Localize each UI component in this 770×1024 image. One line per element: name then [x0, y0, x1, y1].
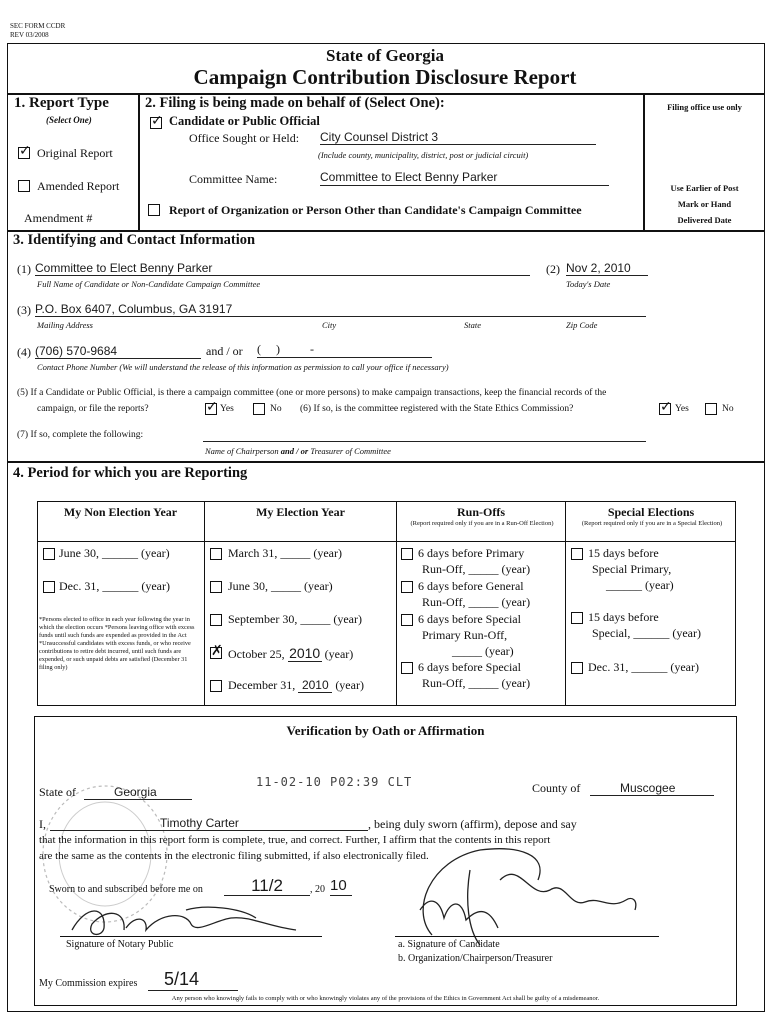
october-prefix: October 25,: [228, 647, 285, 661]
election-october-label: [228, 645, 353, 662]
october-suffix: (year): [324, 647, 354, 661]
office-use-divider: [643, 93, 645, 230]
and-or-label: and / or: [206, 344, 243, 358]
non-election-note: *Persons elected to office in each year following the year in which the election occurs *Persons leaving office with excess funds until such funds are expended as provided in the Act *Unsuccessful candidates with excess funds, or who receive contributions to retire debt incurred, until such funds are expended, or such unpaid debts are satisfied (December 31 filing only): [39, 616, 195, 671]
header-title: Campaign Contribution Disclosure Report: [193, 65, 577, 89]
runoff-primary-label: 6 days before Primary: [418, 546, 525, 560]
election-september-checkbox[interactable]: [210, 614, 222, 626]
report-date-input[interactable]: Nov 2, 2010: [566, 261, 648, 276]
city-label: City: [322, 320, 337, 330]
col-non-election-header: My Non Election Year: [63, 505, 178, 519]
received-stamp: 11-02-10 P02:39 CLT: [256, 775, 413, 789]
office-hint: (Include county, municipality, district, post or judicial circuit): [318, 150, 529, 160]
chairperson-label: [205, 446, 391, 456]
election-december-checkbox[interactable]: [210, 680, 222, 692]
q6-no-label: No: [722, 404, 734, 414]
chair-label-part1: Name of Chairperson: [205, 446, 281, 456]
col-special-sub: (Report required only if you are in a Special Election): [581, 520, 723, 527]
committee-name-input[interactable]: Committee to Elect Benny Parker: [320, 170, 609, 186]
section3-bottom-divider: [7, 461, 765, 463]
question5-text-2: campaign, or file the reports?: [37, 404, 149, 414]
form-revision: REV 03/2008: [10, 31, 49, 39]
amendment-number-label: Amendment #: [24, 211, 93, 225]
period-header-divider: [37, 541, 736, 542]
section1-title: 1. Report Type: [14, 95, 109, 111]
runoff-special-primary-year: _____ (year): [452, 644, 514, 658]
candidate-signature-label-b: b. Organization/Chairperson/Treasurer: [398, 953, 553, 964]
special-dec-label: Dec. 31, ______ (year): [588, 660, 699, 674]
election-october-checkbox[interactable]: [210, 647, 222, 659]
election-march-checkbox[interactable]: [210, 548, 222, 560]
candidate-name-input[interactable]: Committee to Elect Benny Parker: [35, 261, 530, 276]
phone-input[interactable]: (706) 570-9684: [35, 344, 201, 359]
affiant-name-input[interactable]: Timothy Carter: [50, 816, 368, 831]
report-date-label: Today's Date: [566, 279, 611, 289]
organization-checkbox[interactable]: [148, 204, 160, 216]
special-election-year: Special, ______ (year): [592, 626, 701, 640]
election-december-label: [228, 678, 364, 693]
special-primary-checkbox[interactable]: [571, 548, 583, 560]
phone-label: Contact Phone Number (We will understand the release of this information as permission to call your office if necessary): [37, 362, 449, 372]
non-election-june-label: June 30, ______ (year): [59, 546, 170, 560]
section2-title: 2. Filing is being made on behalf of (Select One):: [145, 95, 445, 111]
form-number: SEC FORM CCDR: [10, 22, 66, 30]
runoff-primary-checkbox[interactable]: [401, 548, 413, 560]
chairperson-input[interactable]: [203, 428, 646, 442]
runoff-special-label: 6 days before Special: [418, 660, 521, 674]
december-year-input[interactable]: 2010: [298, 678, 332, 693]
item2-number: (2): [546, 262, 560, 276]
subscribed-date-input[interactable]: 11/2: [224, 876, 310, 896]
item3-number: (3): [17, 303, 31, 317]
candidate-signature-line: [395, 936, 659, 937]
state-label: State: [464, 320, 481, 330]
special-election-checkbox[interactable]: [571, 612, 583, 624]
phone2-input[interactable]: ( ) -: [257, 342, 432, 358]
subscribed-label: Sworn to and subscribed before me on: [49, 884, 203, 895]
office-label: Office Sought or Held:: [189, 131, 300, 145]
runoff-primary-year: Run-Off, _____ (year): [422, 562, 531, 576]
special-primary-label-2: Special Primary,: [592, 562, 672, 576]
chair-label-part2: and / or: [280, 446, 309, 456]
office-input[interactable]: City Counsel District 3: [320, 130, 596, 145]
zip-label: Zip Code: [566, 320, 598, 330]
col-election-header: My Election Year: [256, 505, 345, 519]
county-of-input[interactable]: Muscogee: [590, 781, 714, 796]
affirmation-text-2: are the same as the contents in the electronic filing submitted, if also electronically filed.: [39, 850, 429, 862]
question6-text: (6) If so, is the committee registered with the State Ethics Commission?: [300, 404, 574, 414]
item4-number: (4): [17, 345, 31, 359]
period-table: [37, 501, 736, 706]
special-election-label: 15 days before: [588, 610, 659, 624]
commission-expires-input[interactable]: 5/14: [148, 969, 238, 991]
county-of-label: County of: [532, 781, 581, 795]
non-election-dec-label: Dec. 31, ______ (year): [59, 579, 170, 593]
affirmation-text: that the information in this report form is complete, true, and correct. Further, I affirm that the contents in this report: [39, 834, 551, 846]
q6-no-checkbox[interactable]: [705, 403, 717, 415]
q6-yes-checkbox[interactable]: [659, 403, 671, 415]
candidate-option-label: Candidate or Public Official: [169, 114, 320, 128]
candidate-signature[interactable]: [370, 840, 660, 950]
special-primary-label: 15 days before: [588, 546, 659, 560]
q5-no-checkbox[interactable]: [253, 403, 265, 415]
notary-signature-label: Signature of Notary Public: [66, 939, 174, 950]
question7-text: (7) If so, complete the following:: [17, 430, 144, 440]
election-march-label: March 31, _____ (year): [228, 546, 342, 560]
runoff-special-primary-label: 6 days before Special: [418, 612, 521, 626]
special-dec-checkbox[interactable]: [571, 662, 583, 674]
section4-title: 4. Period for which you are Reporting: [13, 465, 248, 481]
commission-label: My Commission expires: [39, 978, 138, 989]
election-september-label: September 30, _____ (year): [228, 612, 362, 626]
col-runoffs-header: Run-Offs: [456, 505, 505, 519]
special-primary-year: ______ (year): [606, 578, 674, 592]
section1-subtitle: (Select One): [46, 115, 92, 125]
election-june-checkbox[interactable]: [210, 581, 222, 593]
original-report-checkbox[interactable]: [18, 147, 30, 159]
question5-text: (5) If a Candidate or Public Official, is there a campaign committee (one or more persons) to make campaign transactions, keep the financial records of the: [17, 388, 607, 398]
amended-report-label: Amended Report: [37, 179, 120, 193]
address-label: Mailing Address: [37, 320, 93, 330]
office-use-note-1: Use Earlier of Post: [670, 183, 739, 193]
sworn-text: , being duly sworn (affirm), depose and say: [368, 817, 577, 831]
subscribed-year-prefix: , 20: [310, 884, 325, 895]
office-use-note-2: Mark or Hand: [677, 199, 732, 209]
october-year-input[interactable]: 2010: [289, 645, 321, 661]
committee-name-label: Committee Name:: [189, 172, 278, 186]
period-col-divider-2: [396, 501, 397, 706]
item1-number: (1): [17, 262, 31, 276]
candidate-checkbox[interactable]: [150, 117, 162, 129]
subscribed-year-input[interactable]: 10: [330, 877, 352, 896]
runoff-special-primary-label-2: Primary Run-Off,: [422, 628, 508, 642]
q5-yes-label: Yes: [220, 404, 234, 414]
q5-yes-checkbox[interactable]: [205, 403, 217, 415]
section3-title: 3. Identifying and Contact Information: [13, 232, 256, 248]
col-runoffs-sub: (Report required only if you are in a Run-Off Election): [410, 520, 554, 527]
footer-warning: Any person who knowingly fails to comply with or who knowingly violates any of the provisions of the Ethics in Government Act shall be guilty of a misdemeanor.: [171, 995, 600, 1002]
december-prefix: December 31,: [228, 678, 296, 692]
runoff-special-year: Run-Off, _____ (year): [422, 676, 531, 690]
section1-divider: [138, 93, 140, 230]
state-of-input[interactable]: Georgia: [84, 785, 192, 800]
non-election-dec-checkbox[interactable]: [43, 581, 55, 593]
header-state: State of Georgia: [325, 46, 445, 65]
period-col-divider-1: [204, 501, 205, 706]
december-suffix: (year): [335, 678, 364, 692]
candidate-signature-label-a: a. Signature of Candidate: [398, 939, 500, 950]
organization-option-label: Report of Organization or Person Other than Candidate's Campaign Committee: [169, 203, 582, 217]
runoff-special-primary-checkbox[interactable]: [401, 614, 413, 626]
runoff-general-year: Run-Off, _____ (year): [422, 595, 531, 609]
runoff-special-checkbox[interactable]: [401, 662, 413, 674]
period-col-divider-3: [565, 501, 566, 706]
q6-yes-label: Yes: [675, 404, 689, 414]
office-use-note-3: Delivered Date: [677, 215, 732, 225]
original-report-label: Original Report: [37, 146, 113, 160]
affiant-i-label: I,: [39, 817, 46, 831]
candidate-name-label: Full Name of Candidate or Non-Candidate Campaign Committee: [37, 279, 261, 289]
verification-title: Verification by Oath or Affirmation: [286, 723, 485, 738]
runoff-general-label: 6 days before General: [418, 579, 524, 593]
runoff-general-checkbox[interactable]: [401, 581, 413, 593]
col-special-header: Special Elections: [607, 505, 695, 519]
state-of-label: State of: [39, 785, 76, 799]
q5-no-label: No: [270, 404, 282, 414]
non-election-june-checkbox[interactable]: [43, 548, 55, 560]
election-june-label: June 30, _____ (year): [228, 579, 333, 593]
chair-label-part3: Treasurer of Committee: [308, 446, 391, 456]
office-use-title: Filing office use only: [667, 102, 742, 112]
amended-report-checkbox[interactable]: [18, 180, 30, 192]
notary-signature-line: [60, 936, 322, 937]
mailing-address-input[interactable]: P.O. Box 6407, Columbus, GA 31917: [35, 302, 646, 317]
